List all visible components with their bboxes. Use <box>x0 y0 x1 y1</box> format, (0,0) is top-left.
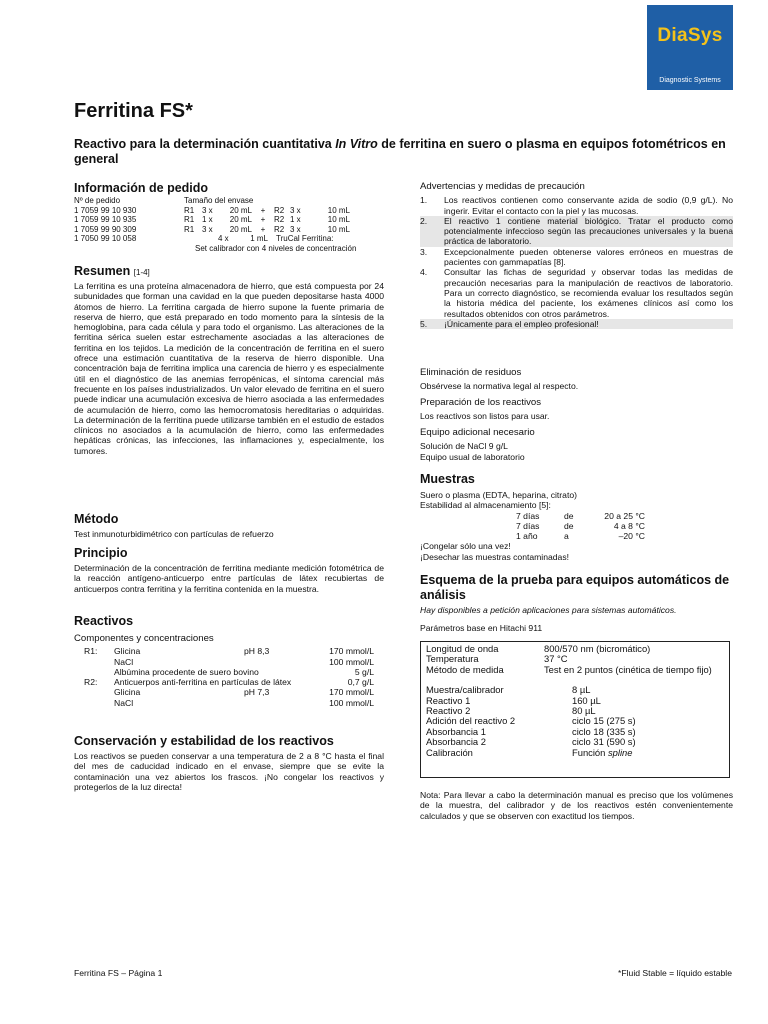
esquema-italic: Hay disponibles a petición aplicaciones para sistemas automáticos. <box>420 605 677 615</box>
ordering-note: Set calibrador con 4 niveles de concentración <box>195 243 357 253</box>
preparacion-section <box>420 398 733 422</box>
ordering-heading: Información de pedido <box>74 181 209 195</box>
warning-item: 1. Los reactivos contienen como conservante azida de sodio (0,9 g/L). No ingerir. Evitar el contacto con la piel y las mucosas. <box>420 195 733 216</box>
resumen-text: La ferritina es una proteína almacenadora de hierro, que está compuesta por 24 subunidades que forman una cavidad en la que pueden depositarse hasta 4000 átomos de hierro. La ferritina cargada de hierro supone la fuente primaria de reserva de hierro, que está preparado en todo momento para la síntesis de la hemoglobina, para cada célula y para todo el organismo. Las alteraciones de la ferritina sérica suelen estar estrechamente asociadas a las alteraciones de ferritina en los tejidos. La medición de la concentración de ferritina en el suero ofrece una estimación cuantitativa de la reserva de hierro disponible. Una concentración baja de ferritina implica una carencia de hierro y es especialmente útil en el diagnóstico de las anemias ferropénicas, el síntoma carencial más frecuente en los países industrializados. Un valor elevado de ferritina en el suero puede indicar una acumulación excesiva de hierro asociada a las enfermedades de acumulación de hierro, como las hemocromatosis hereditarias o adquiridas. La determinación de la ferritina puede utilizarse también en el estudio de estados clínicos no asociados a la acumulación de hierro, como las enfermedades hepáticas crónicas, las infecciones, las inflamaciones y, especialmente, los tumores. <box>74 281 384 456</box>
stability-row: 7 días de 4 a 8 °C <box>516 520 645 531</box>
reactivos-heading: Reactivos <box>74 614 134 628</box>
param-row: Adición del reactivo 2 ciclo 15 (275 s) <box>426 715 636 727</box>
parameters-box <box>420 641 730 778</box>
principio-section <box>74 546 384 594</box>
diasys-logo <box>647 5 733 90</box>
warnings-list <box>420 195 733 329</box>
equipo-line1: Solución de NaCl 9 g/L <box>420 441 508 452</box>
param-row: Calibración Función spline <box>426 746 633 758</box>
metodo-section <box>74 512 384 539</box>
reagent-row: R2: Anticuerpos anti-ferritina en partículas de látex 0,7 g/L <box>84 677 374 688</box>
conservacion-text: Los reactivos se pueden conservar a una temperatura de 2 a 8 °C hasta el final del mes de caducidad indicado en el envase, siempre que se evite la contaminación una vez abiertos los frascos. ¡No congelar los reactivos y protegerlos de la luz directa! <box>74 751 384 792</box>
reactivos-sub: Componentes y concentraciones <box>74 633 214 644</box>
warning-item: 5. ¡Únicamente para el empleo profesional! <box>420 319 733 329</box>
param-row: Absorbancia 1 ciclo 18 (335 s) <box>426 725 636 737</box>
metodo-text: Test inmunoturbidimétrico con partículas de refuerzo <box>74 529 274 539</box>
param-row: Longitud de onda 800/570 nm (bicromático) <box>426 643 651 654</box>
stability-row: 7 días de 20 a 25 °C <box>516 510 645 521</box>
warning-item: 3. Excepcionalmente pueden obtenerse valores erróneos en muestras de pacientes con gammapatías [8]. <box>420 246 733 268</box>
ordering-header-row <box>74 196 384 206</box>
reagent-row: NaCl 100 mmol/L <box>114 656 374 667</box>
eliminacion-section <box>420 368 733 392</box>
param-row: Absorbancia 2 ciclo 31 (590 s) <box>426 736 636 748</box>
principio-text: Determinación de la concentración de ferritina mediante medición fotométrica de la reacción antígeno-anticuerpo entre partículas de látex recubiertas de anticuerpos contra ferritina y la ferritina contenida en la muestra. <box>74 563 384 594</box>
muestras-line1: Suero o plasma (EDTA, heparina, citrato) <box>420 490 577 500</box>
stability-row: 1 año a –20 °C <box>516 531 645 542</box>
eliminacion-heading: Eliminación de residuos <box>420 367 522 378</box>
param-row: Método de medida Test en 2 puntos (cinética de tiempo fijo) <box>426 663 712 675</box>
metodo-heading: Método <box>74 512 119 526</box>
principio-heading: Principio <box>74 546 128 560</box>
page-title: Ferritina FS* <box>74 100 193 122</box>
param-row: Temperatura 37 °C <box>426 653 568 665</box>
logo-subtitle: Diagnostic Systems <box>659 77 721 84</box>
conservacion-heading: Conservación y estabilidad de los reactivos <box>74 734 334 748</box>
esquema-heading: Esquema de la prueba para equipos automáticos de análisis <box>420 573 730 602</box>
param-row: Muestra/calibrador 8 µL <box>426 684 591 696</box>
muestras-section <box>420 472 733 562</box>
reagent-row: Glicina pH 7,3 170 mmol/L <box>114 687 374 698</box>
ordering-row: 1 7059 99 10 935 R1 1 x 20 mL + R2 1 x 10 mL <box>74 215 350 225</box>
equipo-line2: Equipo usual de laboratorio <box>420 451 525 462</box>
ordering-row: 1 7059 99 10 930 R1 3 x 20 mL + R2 3 x 10 mL <box>74 205 350 215</box>
advertencias-heading: Advertencias y medidas de precaución <box>420 181 585 192</box>
preparacion-text: Los reactivos son listos para usar. <box>420 411 550 422</box>
page-subtitle <box>74 137 736 167</box>
reactivos-section <box>74 614 384 708</box>
ordering-row: 1 7059 99 90 309 R1 3 x 20 mL + R2 3 x 10 mL <box>74 224 350 234</box>
muestras-line2: Estabilidad al almacenamiento [5]: <box>420 500 551 511</box>
param-row: Reactivo 2 80 µL <box>426 705 596 717</box>
equipo-heading: Equipo adicional necesario <box>420 427 535 438</box>
eliminacion-text: Obsérvese la normativa legal al respecto. <box>420 381 579 392</box>
params-title: Parámetros base en Hitachi 911 <box>420 623 543 634</box>
footer-note: *Fluid Stable = líquido estable <box>618 968 732 978</box>
muestras-heading: Muestras <box>420 472 475 486</box>
muestras-note2: ¡Desechar las muestras contaminadas! <box>420 551 570 562</box>
reagent-row: R1: Glicina pH 8,3 170 mmol/L <box>84 646 374 657</box>
manual-note: Nota: Para llevar a cabo la determinación manual es preciso que los volúmenes de la muestra, del calibrador y de los reactivos estén convenientemente calculados y que se observen con exactitud los tiempos. <box>420 790 733 821</box>
advertencias-section <box>420 182 733 329</box>
resumen-heading: Resumen [1-4] <box>74 264 150 278</box>
warning-item: 2. El reactivo 1 contiene material biológico. Tratar el producto como potencialmente infeccioso según las precauciones universales y la buena práctica de laboratorio. <box>420 215 733 247</box>
ordering-row: 1 7050 99 10 058 4 x 1 mL TruCal Ferritina: <box>74 234 334 244</box>
logo-brand: DiaSys <box>657 25 723 46</box>
subtitle-pre: Reactivo para la determinación cuantitativa <box>74 137 336 151</box>
col-order: Nº de pedido <box>74 196 121 205</box>
param-row: Reactivo 1 160 µL <box>426 694 601 706</box>
preparacion-heading: Preparación de los reactivos <box>420 397 542 408</box>
subtitle-italic: In Vitro <box>335 137 378 151</box>
warning-item: 4. Consultar las fichas de seguridad y observar todas las medidas de precaución necesarias para la manipulación de reactivos de laboratorio. Para un correcto diagnóstico, se recomienda evaluar los resultados según la historia médica del paciente, los exámenes clínicos así como los resultados obtenidos con otros parámetros. <box>420 267 733 319</box>
conservacion-section <box>74 734 384 792</box>
reagent-row: Albúmina procedente de suero bovino 5 g/L <box>114 666 374 677</box>
reagent-row: NaCl 100 mmol/L <box>114 697 374 708</box>
subtitle-post: de ferritina en suero o plasma en equipos fotométricos en general <box>74 137 726 166</box>
muestras-note1: ¡Congelar sólo una vez! <box>420 541 511 552</box>
ordering-section <box>74 181 384 254</box>
esquema-section <box>420 573 733 634</box>
footer-page: Ferritina FS – Página 1 <box>74 968 163 978</box>
equipo-section <box>420 428 733 462</box>
col-size: Tamaño del envase <box>184 196 254 205</box>
resumen-section <box>74 264 384 456</box>
